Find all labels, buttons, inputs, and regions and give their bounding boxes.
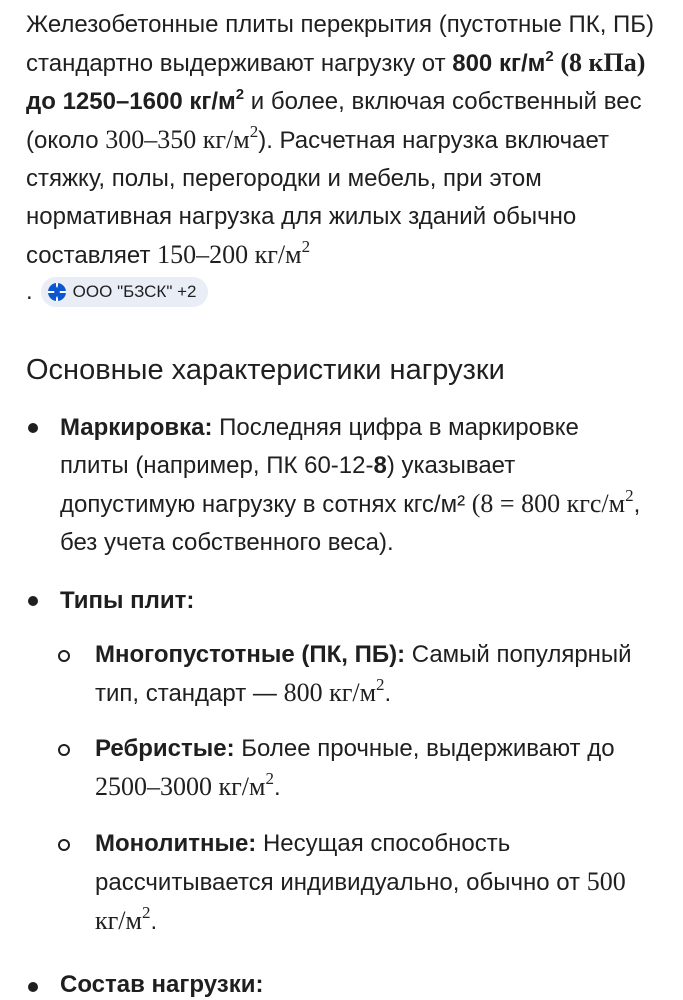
marking-math: (8 = 800 кгс/$м^2$ bbox=[471, 486, 634, 518]
sub-bullet-marker bbox=[58, 839, 70, 851]
monolithic-math: 500 $кг/м^2$ bbox=[95, 867, 626, 935]
intro-text-3: ). Расчетная нагрузка включает стяжку, полы, перегородки и мебель, при этом нормативная нагрузка для жилых зданий обычно составляет bbox=[26, 127, 610, 269]
bullet-marker bbox=[28, 596, 38, 606]
list-item-composition bbox=[60, 966, 650, 1000]
bullet-marker bbox=[28, 423, 38, 433]
sub-bullet-marker bbox=[58, 650, 70, 662]
list-item-marking: Маркировка: Последняя цифра в маркировке плиты (например, ПК 60-12-8) указывает допустимую нагрузку в сотнях кгс/м² (8 = 800 кгс/$м^2$, без учета собственного веса). bbox=[60, 414, 641, 556]
hollow-math: 800 $кг/м^2$ bbox=[283, 675, 385, 707]
hollow-label: Многопустотные (ПК, ПБ): bbox=[95, 641, 406, 668]
monolithic-label: Монолитные: bbox=[95, 830, 257, 857]
list-item-ribbed: Ребристые: Более прочные, выдерживают до 2500–3000 $кг/м^2$. bbox=[95, 735, 615, 801]
bullet-marker bbox=[28, 982, 38, 992]
list-item-monolithic: Монолитные: Несущая способность рассчитывается индивидуально, обычно от 500 $кг/м^2$. bbox=[95, 830, 626, 935]
intro-paragraph bbox=[26, 6, 661, 275]
list-item-hollow: Многопустотные (ПК, ПБ): Самый популярный тип, стандарт — 800 $кг/м^2$. bbox=[95, 641, 632, 707]
section-title: Основные характеристики нагрузки bbox=[26, 354, 505, 386]
ribbed-label: Ребристые: bbox=[95, 735, 235, 762]
globe-icon bbox=[47, 282, 67, 302]
types-label: Типы плит: bbox=[60, 587, 195, 614]
intro-bold-load: 800 $кг/м^2$ bbox=[452, 48, 554, 77]
intro-math-normative: 150–200 $кг/м^2$ bbox=[157, 237, 311, 269]
intro-text-2: и более, включая собственный вес (около bbox=[26, 88, 642, 154]
source-chip-label: ООО "БЗСК" +2 bbox=[72, 282, 197, 301]
composition-label: Состав нагрузки: bbox=[60, 971, 264, 998]
ribbed-math: 2500–3000 $кг/м^2$ bbox=[95, 769, 274, 801]
marking-label: Маркировка: bbox=[60, 414, 213, 441]
source-chip[interactable] bbox=[41, 277, 209, 307]
intro-text-1: Железобетонные плиты перекрытия (пустотные ПК, ПБ) стандартно выдерживают нагрузку от bbox=[26, 11, 655, 77]
sub-bullet-marker bbox=[58, 744, 70, 756]
list-item-types bbox=[60, 582, 650, 620]
intro-bold-range: (8 кПа) до 1250–1600 $кг/м^2$ bbox=[26, 48, 646, 115]
source-dot: . bbox=[26, 278, 33, 305]
intro-math-self-weight: 300–350 $кг/м^2$ bbox=[105, 122, 259, 154]
source-row bbox=[26, 276, 208, 308]
